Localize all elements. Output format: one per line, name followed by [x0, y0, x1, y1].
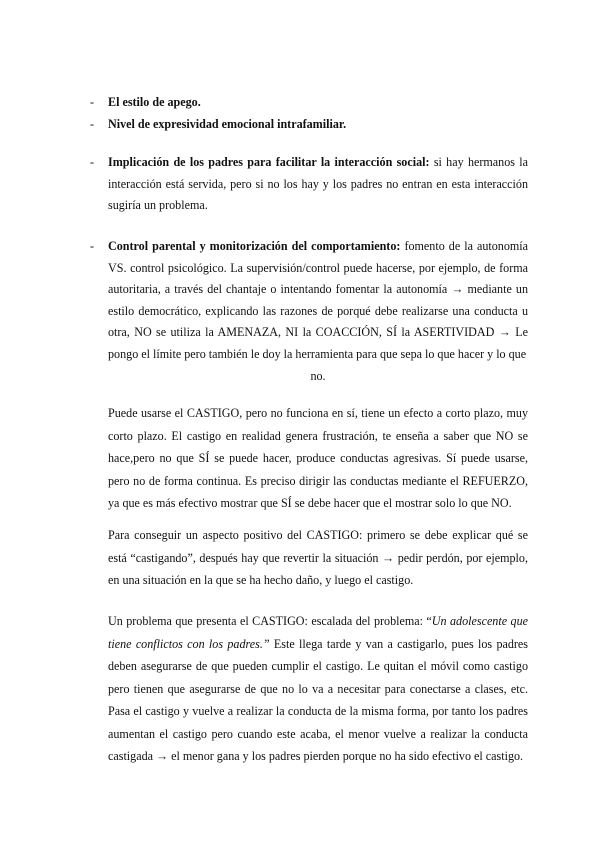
- bullet-list-top: [90, 92, 528, 135]
- paragraph-positive-punishment: Para conseguir un aspecto positivo del CASTIGO: primero se debe explicar qué se está “castigando”, después hay que revertir la situación → pedir perdón, por ejemplo, en una situación en la que se ha hecho daño, y luego el castigo.: [108, 528, 528, 587]
- bullet-list-control: [90, 236, 528, 387]
- bullet-heading: Control parental y monitorización del comportamiento:: [108, 239, 401, 253]
- bullet-list-parents: [90, 152, 528, 217]
- bullet-dash: -: [90, 116, 95, 131]
- bullet-body-last-line: no.: [310, 368, 326, 383]
- bullet-dash: -: [90, 155, 95, 169]
- bullet-parental-control: [90, 236, 528, 387]
- bullet-text: Nivel de expresividad emocional intrafamiliar.: [108, 116, 347, 131]
- paragraph-punishment: Puede usarse el CASTIGO, pero no funciona en sí, tiene un efecto a corto plazo, muy corto plazo. El castigo en realidad genera frustración, te enseña a saber que NO se hace,pero no que SÍ se puede hacer, produce conductas agresivas. Sí puede usarse, pero no de forma continua. Es preciso dirigir las conductas mediante el REFUERZO, ya que es más efectivo mostrar que SÍ se debe hacer que el mostrar solo lo que NO.: [108, 406, 528, 510]
- bullet-body: fomento de la autonomía VS. control psicológico. La supervisión/control puede hacerse, por ejemplo, de forma autoritaria, a través del chantaje o intentando fomentar la autonomía → mediante un estilo democrático, explicando las razones de porqué debe realizarse una conducta u otra, NO se utiliza la AMENAZA, NI la COACCIÓN, SÍ la ASERTIVIDAD → Le pongo el límite pero también le doy la herramienta para que sepa lo que hacer y lo que: [108, 239, 529, 361]
- bullet-heading: Implicación de los padres para facilitar la interacción social:: [108, 155, 430, 169]
- bullet-parent-involvement: [90, 152, 528, 217]
- bullet-dash: -: [90, 239, 95, 253]
- bullet-body: si hay hermanos la interacción está servida, pero si no los hay y los padres no entran en esta interacción sugiría un problema.: [108, 155, 528, 213]
- bullet-attachment-style: [90, 92, 528, 114]
- escalation-quote: Un adolescente que tiene conflictos con los padres.”: [108, 614, 528, 651]
- bullet-dash: -: [90, 95, 95, 109]
- escalation-body: Este llega tarde y van a castigarlo, pues los padres deben asegurarse de que pueden cumplir el castigo. Le quitan el móvil como castigo pero tienen que asegurarse de que no lo va a necesitar para conectarse a clases, etc. Pasa el castigo y vuelve a realizar la conducta de la misma forma, por tanto los padres aumentan el castigo pero cuando este acaba, el menor vuelve a realizar la conducta castigada → el menor gana y los padres pierden porque no ha sido efectivo el castigo.: [108, 636, 529, 763]
- escalation-intro: Un problema que presenta el CASTIGO: escalada del problema: “: [108, 614, 432, 628]
- paragraph-escalation: [108, 610, 528, 768]
- bullet-emotional-expressivity: [90, 114, 528, 136]
- bullet-text: El estilo de apego.: [108, 95, 201, 109]
